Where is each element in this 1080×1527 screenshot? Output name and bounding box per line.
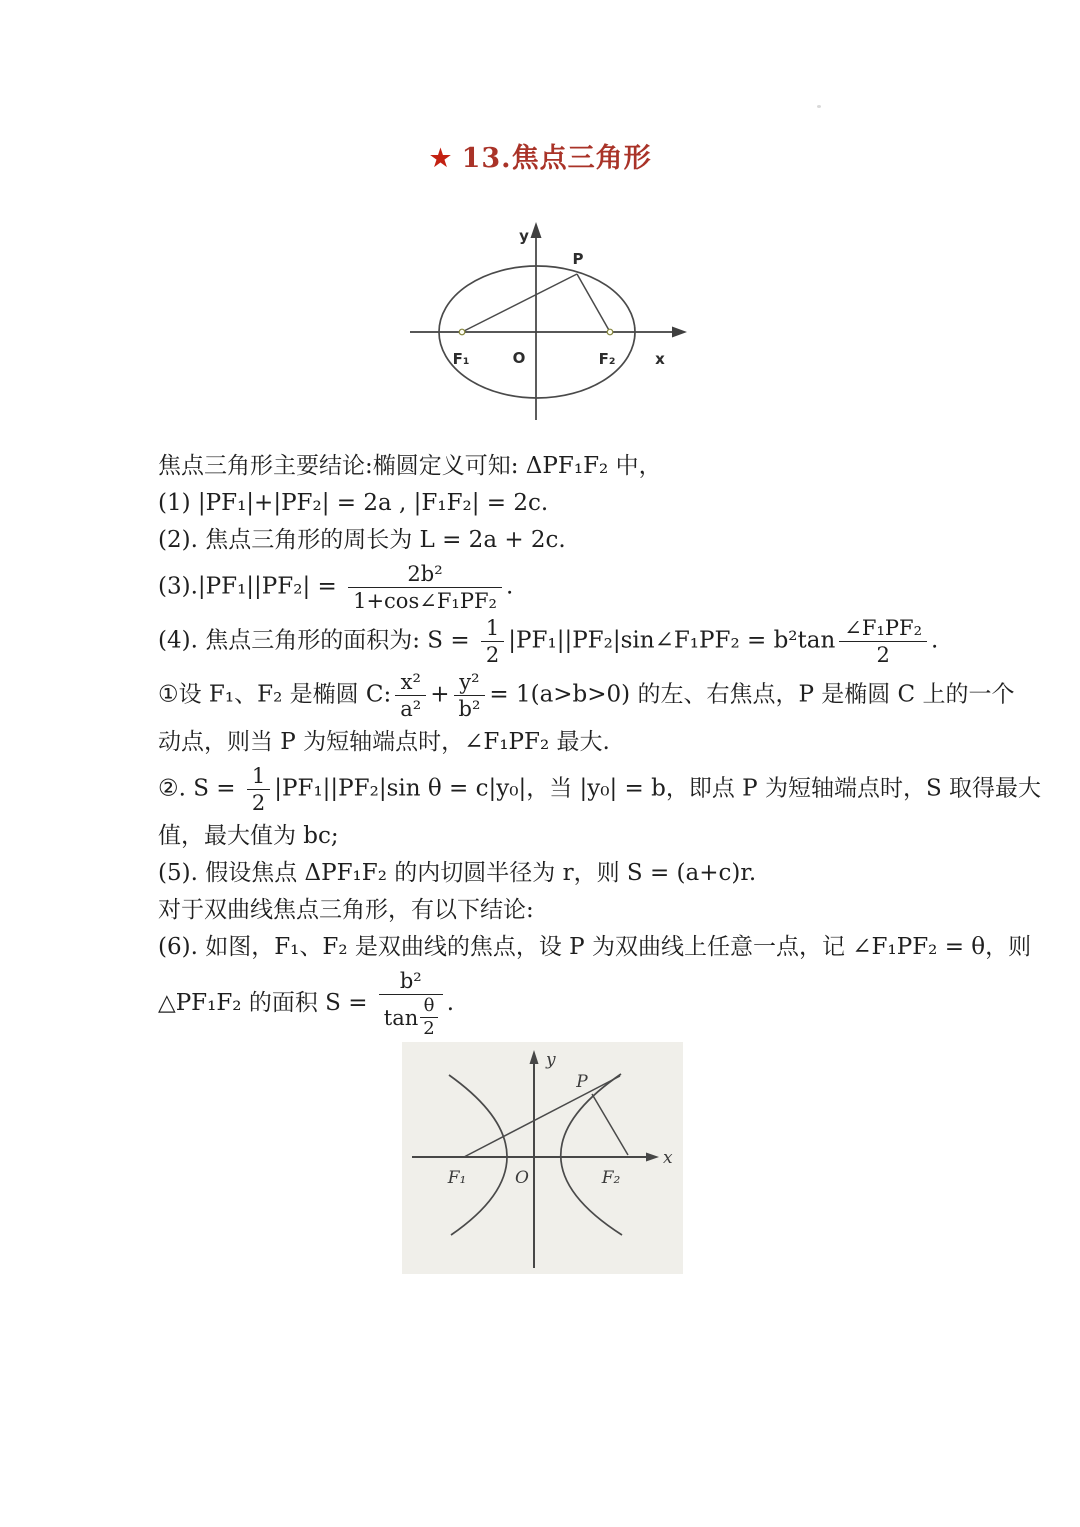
origin-label: O <box>515 1168 529 1188</box>
fraction-tan <box>379 969 443 1039</box>
fraction-numerator: b² <box>399 969 422 993</box>
focal-line-f1-p <box>462 274 577 332</box>
note-1-line-a <box>158 670 1038 721</box>
fraction-numerator: y² <box>459 670 480 694</box>
hyperbola-intro: 对于双曲线焦点三角形，有以下结论: <box>158 897 534 923</box>
fraction-denominator <box>379 994 443 1039</box>
hyperbola-diagram <box>402 1042 683 1274</box>
formula-6-post: . <box>446 990 455 1016</box>
formula-4-pre: (4). 焦点三角形的面积为: S = <box>158 627 477 654</box>
fraction-numerator: 2b² <box>407 562 443 586</box>
fraction-numerator: 1 <box>485 616 500 640</box>
stray-mark <box>817 105 821 108</box>
point-p-label: P <box>572 250 584 268</box>
hyperbola-diagram-svg <box>402 1042 683 1274</box>
fraction-denominator: 2 <box>839 641 927 667</box>
focal-line-f2-p <box>577 274 610 332</box>
focus1-point <box>459 329 465 335</box>
ellipse-diagram <box>404 214 689 426</box>
fraction-angle <box>839 616 927 667</box>
note-2-line-a <box>158 764 1042 815</box>
fraction-denominator: 2 <box>420 1017 437 1039</box>
y-axis-arrow <box>531 222 542 238</box>
ellipse-diagram-svg <box>404 214 689 426</box>
fraction <box>348 562 502 613</box>
note-1-line-b: 动点，则当 P 为短轴端点时，∠F₁PF₂ 最大. <box>158 729 610 755</box>
formula-3 <box>158 562 1038 613</box>
document-body <box>158 448 1042 1042</box>
formula-2: (2). 焦点三角形的周长为 L = 2a + 2c. <box>158 527 566 553</box>
fraction-half <box>481 616 504 667</box>
fraction-numerator: θ <box>423 995 435 1016</box>
fraction-x <box>395 670 426 721</box>
focus2-label: F₂ <box>601 1168 621 1188</box>
formula-1: (1) |PF₁|+|PF₂| = 2a , |F₁F₂| = 2c. <box>158 490 549 516</box>
focus1-label: F₁ <box>452 350 470 368</box>
intro-line: 焦点三角形主要结论:椭圆定义可知: ΔPF₁F₂ 中， <box>158 453 662 479</box>
page-title <box>0 136 1080 175</box>
fraction-numerator: 1 <box>251 764 266 788</box>
focal-line-p-f2 <box>592 1094 628 1155</box>
fraction-denominator: 2 <box>247 789 270 815</box>
focal-line-f1-p <box>464 1076 620 1157</box>
x-axis-label: x <box>655 350 665 368</box>
hyperbola-left-branch <box>449 1075 507 1235</box>
formula-6: (6). 如图，F₁、F₂ 是双曲线的焦点，设 P 为双曲线上任意一点，记 ∠F₁PF₂ = θ，则 <box>158 934 1032 960</box>
note-2-line-b: 值，最大值为 bc; <box>158 823 339 849</box>
origin-label: O <box>512 349 526 367</box>
formula-4-post: . <box>931 627 939 654</box>
note-1-post: = 1(a>b>0) 的左、右焦点，P 是椭圆 C 上的一个 <box>489 681 1015 708</box>
note-2-post: |PF₁||PF₂|sin θ = c|y₀|，当 |y₀| = b，即点 P 为短轴端点时，S 取得最大 <box>274 775 1042 802</box>
tan-label: tan <box>383 1005 419 1030</box>
fraction-numerator: ∠F₁PF₂ <box>844 616 923 640</box>
x-axis-arrow <box>672 327 687 338</box>
x-axis-label: x <box>663 1148 673 1168</box>
fraction-denominator: b² <box>454 695 486 721</box>
fraction-y <box>454 670 486 721</box>
point-p-label: P <box>576 1072 588 1092</box>
page-title-text: 13.焦点三角形 <box>461 143 652 174</box>
formula-4 <box>158 616 1038 667</box>
plus-sign: + <box>430 681 450 708</box>
fraction-denominator: 1+cos∠F₁PF₂ <box>348 587 502 613</box>
focus2-point <box>607 329 613 335</box>
fraction-numerator: x² <box>400 670 421 694</box>
formula-6-area <box>158 969 1038 1039</box>
fraction-theta-half <box>420 996 437 1039</box>
fraction-denominator: 2 <box>481 641 504 667</box>
focus2-label: F₂ <box>598 350 616 368</box>
formula-5: (5). 假设焦点 ΔPF₁F₂ 的内切圆半径为 r，则 S = (a+c)r. <box>158 860 757 886</box>
focus1-label: F₁ <box>447 1168 467 1188</box>
star-icon: ★ <box>428 143 454 174</box>
hyperbola-right-branch <box>561 1074 622 1235</box>
y-axis-label: y <box>546 1050 556 1070</box>
x-axis-arrow <box>646 1153 659 1162</box>
formula-6-pre: △PF₁F₂ 的面积 S = <box>158 990 375 1016</box>
note-2-pre: ②. S = <box>158 775 243 802</box>
fraction-denominator: a² <box>395 695 426 721</box>
formula-3-pre: (3).|PF₁||PF₂| = <box>158 573 345 600</box>
y-axis-arrow <box>530 1050 539 1064</box>
formula-3-post: . <box>505 573 514 600</box>
y-axis-label: y <box>519 227 529 245</box>
fraction-half <box>247 764 270 815</box>
note-1-pre: ①设 F₁、F₂ 是椭圆 C: <box>158 681 392 708</box>
formula-4-mid: |PF₁||PF₂|sin∠F₁PF₂ = b²tan <box>508 627 836 654</box>
